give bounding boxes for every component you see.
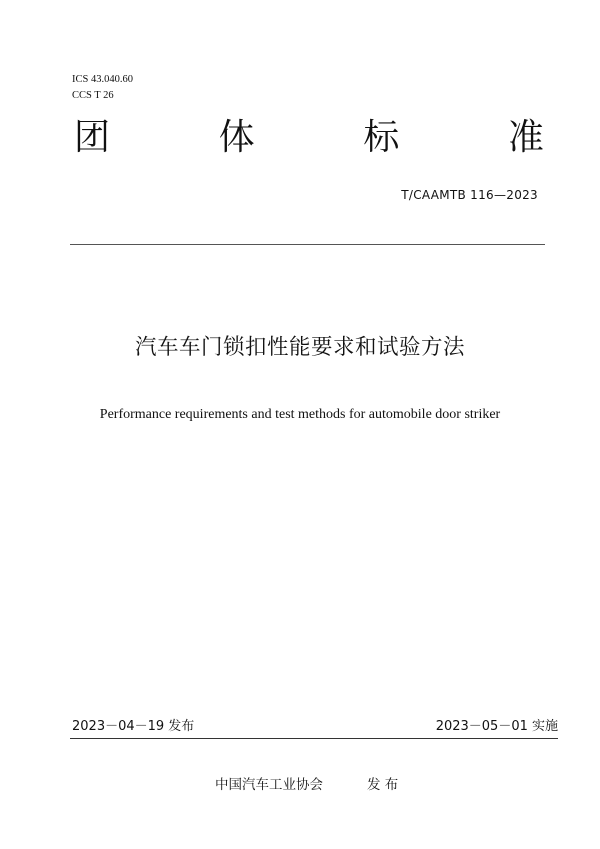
publish-label: 发 布: [367, 777, 399, 793]
footer-divider: [70, 738, 558, 739]
heading-char-4: 准: [507, 117, 544, 158]
implementation-date: 2023－05－01 实施: [435, 719, 558, 734]
ccs-code: CCS T 26: [72, 90, 114, 101]
document-title-chinese: 汽车车门锁扣性能要求和试验方法: [134, 335, 465, 360]
heading-char-1: 团: [74, 117, 111, 158]
heading-char-2: 体: [218, 117, 255, 158]
ics-code: ICS 43.040.60: [72, 74, 133, 85]
publisher-name: 中国汽车工业协会: [215, 777, 323, 793]
standard-number: T/CAAMTB 116—2023: [401, 188, 538, 202]
standard-type-heading: [74, 116, 544, 160]
document-title-english: Performance requirements and test methods for automobile door striker: [99, 407, 501, 422]
heading-char-3: 标: [363, 117, 400, 158]
issue-date: 2023－04－19 发布: [72, 719, 195, 734]
header-divider: [70, 244, 545, 245]
